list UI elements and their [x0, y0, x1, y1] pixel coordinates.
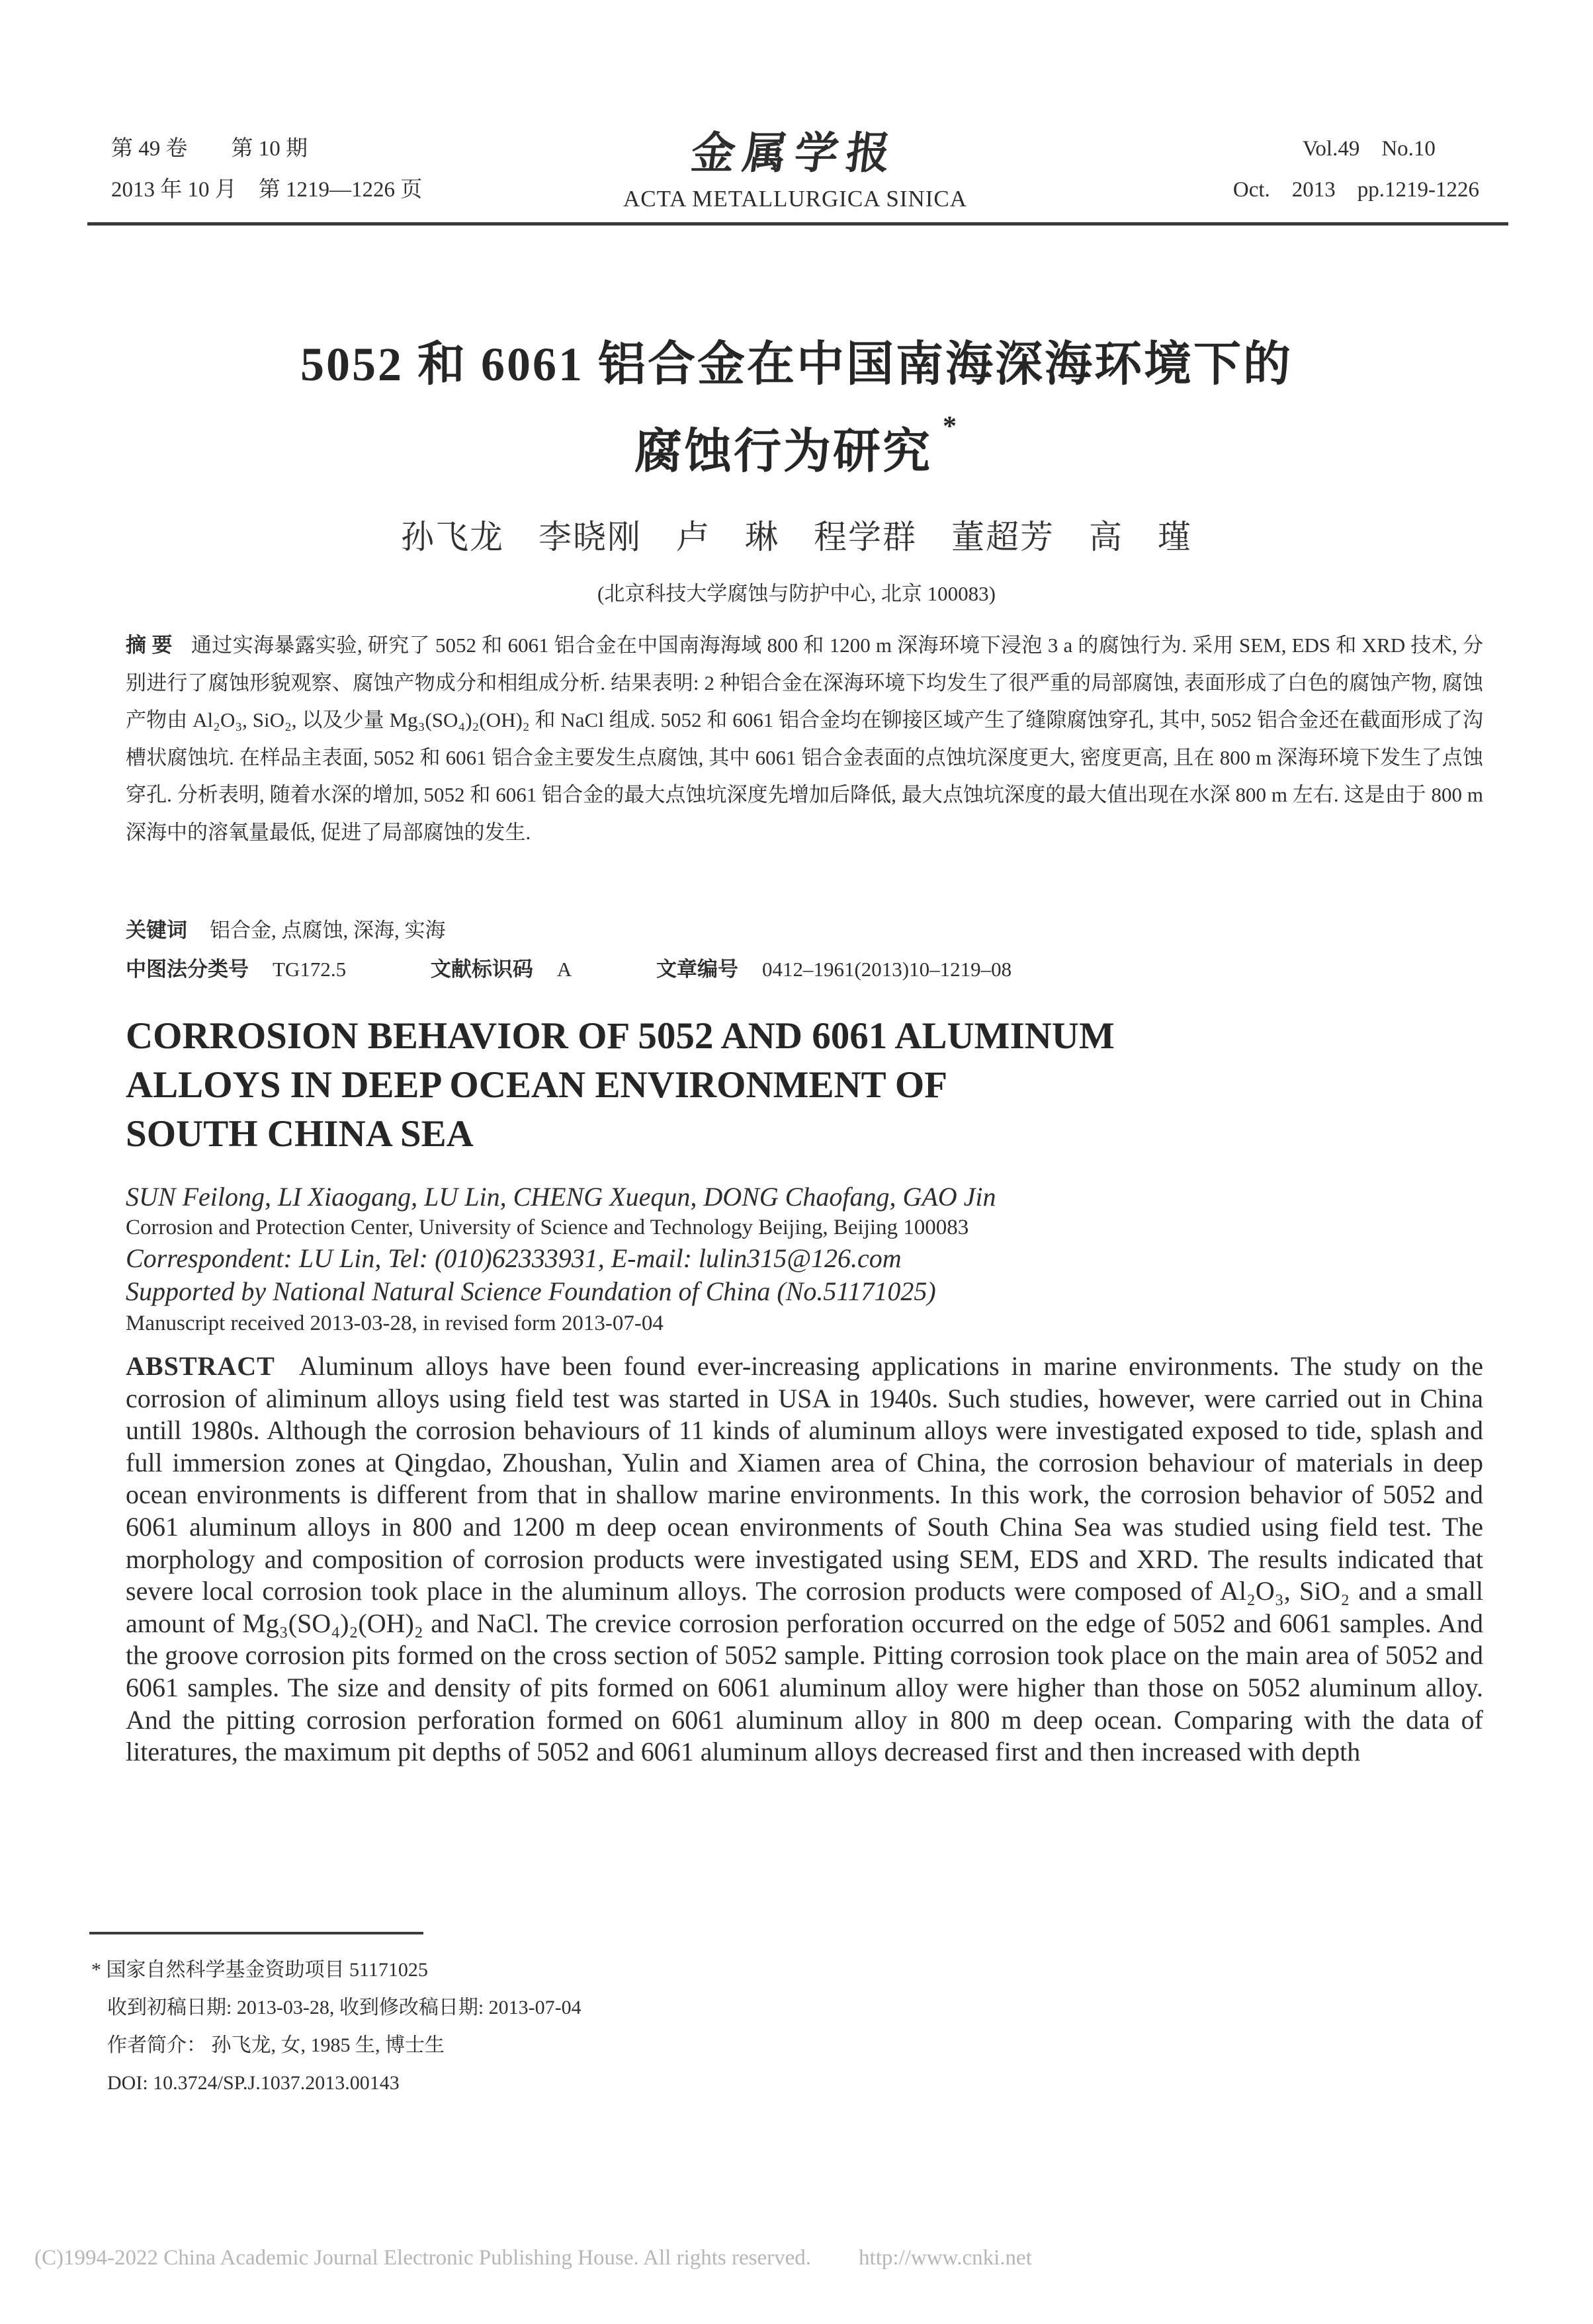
- clc-value: TG172.5: [273, 958, 347, 981]
- header-date-pages-en-line2: Oct. 2013 pp.1219-1226: [1232, 178, 1479, 202]
- footnote-funding: * 国家自然科学基金资助项目 51171025: [91, 1959, 428, 1981]
- abstract-cn-label: 摘 要: [126, 634, 173, 657]
- doc-code-value: A: [556, 958, 572, 981]
- article-id-value: 0412–1961(2013)10–1219–08: [761, 958, 1012, 981]
- article-title-cn: [0, 325, 1593, 491]
- keywords-cn-text: 铝合金, 点腐蚀, 深海, 实海: [210, 919, 446, 942]
- keywords-cn-label: 关键词: [126, 919, 187, 942]
- header-date-pages-cn-line2: 2013 年 10 月 第 1219—1226 页: [111, 178, 423, 202]
- header-volume-issue-cn: [111, 128, 422, 210]
- header-volume-issue-en-line1: Vol.49 No.10: [1302, 137, 1436, 161]
- journal-masthead: [623, 118, 967, 212]
- abstract-en-label: ABSTRACT: [126, 1351, 275, 1381]
- authors-en: SUN Feilong, LI Xiaogang, LU Lin, CHENG Xuequn, DONG Chaofang, GAO Jin: [126, 1182, 996, 1212]
- article-title-en-line1: CORROSION BEHAVIOR OF 5052 AND 6061 ALUMINUM: [126, 1015, 1115, 1057]
- footnote-block: [91, 1951, 581, 2102]
- header-rule: [87, 222, 1508, 226]
- english-meta-block: [126, 1181, 996, 1339]
- article-title-cn-line2: [0, 403, 1593, 491]
- footnote-doi: DOI: 10.3724/SP.J.1037.2013.00143: [107, 2072, 400, 2094]
- keywords-cn: [126, 913, 446, 943]
- doc-code-label: 文献标识码: [430, 958, 533, 981]
- footnote-rule: [89, 1932, 423, 1934]
- footnote-received-dates: 收到初稿日期: 2013-03-28, 收到修改稿日期: 2013-07-04: [107, 1997, 581, 2018]
- abstract-en-text: Aluminum alloys have been found ever-increasing applications in marine environments. The study on the corrosion of aliminum alloys using field test was started in USA in 1940s. Such studies, however, were carried out in China untill 1980s. Although the corrosion behaviours of 11 kinds of aluminum alloys were investigated exposed to tide, splash and full immersion zones at Qingdao, Zhoushan, Yulin and Xiamen area of China, the corrosion behaviour of materials in deep ocean environments is different from that in shallow marine environments. In this work, the corrosion behavior of 5052 and 6061 aluminum alloys in 800 and 1200 m deep ocean environments of South China Sea was studied using field test. The morphology and composition of corrosion products were investigated using SEM, EDS and XRD. The results indicated that severe local corrosion took place in the aluminum alloys. The corrosion products were composed of Al₂O₃, SiO₂ and a small amount of Mg₃(SO₄)₂(OH)₂ and NaCl. The crevice corrosion perforation occurred on the edge of 5052 and 6061 samples. And the groove corrosion pits formed on the cross section of 5052 sample. Pitting corrosion took place on the main area of 5052 and 6061 samples. The size and density of pits formed on 6061 aluminum alloy were higher than those on 5052 aluminum alloy. And the pitting corrosion perforation formed on 6061 aluminum alloy in 800 m deep ocean. Comparing with the data of literatures, the maximum pit depths of 5052 and 6061 aluminum alloys decreased first and then increased with depth: [126, 1351, 1483, 1767]
- article-title-cn-line1: 5052 和 6061 铝合金在中国南海深海环境下的: [300, 338, 1293, 392]
- article-title-en-line3: SOUTH CHINA SEA: [126, 1113, 474, 1155]
- clc-label: 中图法分类号: [126, 958, 249, 981]
- abstract-en: [126, 1350, 1483, 1768]
- article-id-label: 文章编号: [656, 958, 738, 981]
- title-footnote-asterisk: *: [943, 411, 959, 442]
- abstract-cn: [126, 627, 1483, 851]
- correspondent-line: Correspondent: LU Lin, Tel: (010)62333931, E-mail: lulin315@126.com: [126, 1243, 902, 1273]
- article-title-cn-line2-text: 腐蚀行为研究: [634, 425, 932, 479]
- abstract-cn-text: 通过实海暴露实验, 研究了 5052 和 6061 铝合金在中国南海海域 800 和 1200 m 深海环境下浸泡 3 a 的腐蚀行为. 采用 SEM, EDS 和 XRD 技术, 分别进行了腐蚀形貌观察、腐蚀产物成分和相组成分析. 结果表明: 2 种铝合金在深海环境下均发生了很严重的局部腐蚀, 表面形成了白色的腐蚀产物, 腐蚀产物由 Al₂O₃, SiO₂, 以及少量 Mg₃(SO₄)₂(OH)₂ 和 NaCl 组成. 5052 和 6061 铝合金均在铆接区域产生了缝隙腐蚀穿孔, 其中, 5052 铝合金还在截面形成了沟槽状腐蚀坑. 在样品主表面, 5052 和 6061 铝合金主要发生点腐蚀, 其中 6061 铝合金表面的点蚀坑深度更大, 密度更高, 且在 800 m 深海环境下发生了点蚀穿孔. 分析表明, 随着水深的增加, 5052 和 6061 铝合金的最大点蚀坑深度先增加后降低, 最大点蚀坑深度的最大值出现在水深 800 m 左右. 这是由于 800 m 深海中的溶氧量最低, 促进了局部腐蚀的发生.: [126, 634, 1483, 844]
- header-volume-issue-en: [1233, 128, 1479, 210]
- article-title-en: [126, 1012, 1115, 1159]
- classification-row: [126, 952, 1012, 982]
- footnote-author-bio: 作者简介： 孙飞龙, 女, 1985 生, 博士生: [107, 2034, 445, 2056]
- authors-cn: 孙飞龙 李晓刚 卢 琳 程学群 董超芳 高 瑾: [401, 519, 1192, 556]
- journal-name-english: ACTA METALLURGICA SINICA: [623, 186, 968, 212]
- cnki-url: http://www.cnki.net: [859, 2246, 1032, 2270]
- affiliation-cn: (北京科技大学腐蚀与防护中心, 北京 100083): [597, 582, 996, 605]
- journal-logo-calligraphy: 金属学报: [688, 130, 901, 178]
- copyright-footer: [34, 2246, 1032, 2270]
- copyright-text: (C)1994-2022 China Academic Journal Electronic Publishing House. All rights reserved.: [34, 2246, 812, 2270]
- header-volume-issue-cn-line1: 第 49 卷 第 10 期: [111, 137, 308, 161]
- article-title-en-line2: ALLOYS IN DEEP OCEAN ENVIRONMENT OF: [126, 1064, 948, 1106]
- funding-line: Supported by National Natural Science Foundation of China (No.51171025): [126, 1276, 936, 1306]
- affiliation-en: Corrosion and Protection Center, University of Science and Technology Beijing, Beijing 100083: [126, 1216, 969, 1239]
- manuscript-dates-line: Manuscript received 2013-03-28, in revised form 2013-07-04: [126, 1311, 664, 1335]
